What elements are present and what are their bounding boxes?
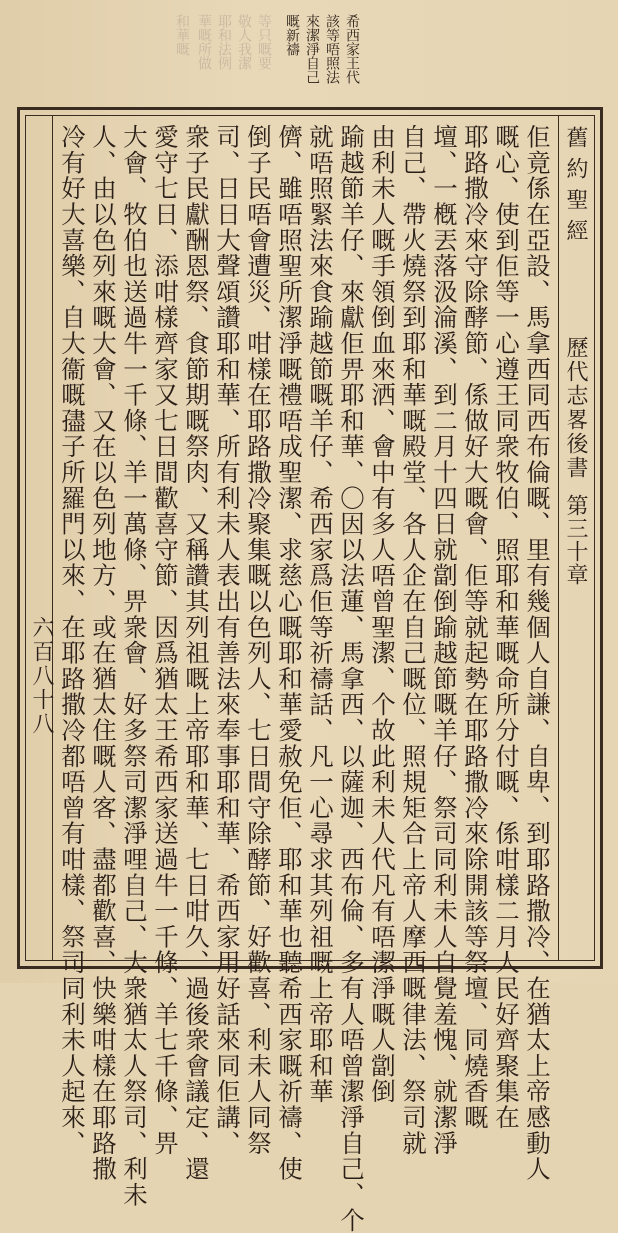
text-frame [17,107,603,1233]
ghost-note: 等只嘅要 [256,14,272,70]
text-frame-inner [25,115,595,1233]
top-note: 希西家王代 [344,14,360,84]
chapter-label: 第三十章 [563,494,588,586]
text-column: 衆子民獻酬恩祭、食節期嘅祭肉、又稱讚其列祖嘅上帝耶和華、七日咁久、過後衆會議定、還 [182,124,211,1182]
running-header [562,126,592,966]
top-note: 來潔淨自己 [304,14,320,84]
text-column: 儕、雖唔照聖所潔淨嘅禮唔成聖潔、求慈心嘅耶和華愛赦免佢、耶和華也聽希西家嘅祈禱、使 [275,124,304,1182]
text-column: 自己、帶火燒祭到耶和華嘅殿堂、各人企在自己嘅位、照規矩合上帝人摩西嘅律法、祭司就 [399,124,428,1156]
text-column: 由利未人嘅手領倒血來洒、會中有多人唔曾聖潔、个故此利未人代凡有唔潔淨嘅人劏倒 [368,124,397,1105]
text-column: 司、日日大聲頌讚耶和華、所有利未人表出有善法來奉事耶和華、希西家用好話來同佢講、 [213,124,242,1156]
text-column: 嘅心、使到佢等一心遵王同衆牧伯、照耶和華嘅命所分付嘅、係咁樣二月人民好齊聚集在 [492,124,521,1131]
ghost-note: 敬人我潔 [236,14,252,70]
top-note: 該等唔照法 [324,14,340,84]
top-notes [175,14,375,114]
text-column: 耶路撒冷來守除酵節、係做好大嘅會、佢等就起勢在耶路撒冷來除開該等祭壇、同燒香嘅 [461,124,490,1131]
text-column: 踰越節羊仔、來獻佢畀耶和華、〇因以法蓮、馬拿西、以薩迦、西布倫、多有人唔曾潔淨自己、个 [337,124,366,1233]
text-column: 就唔照緊法來食踰越節嘅羊仔、希西家爲佢等祈禱話、凡一心尋求其列祖嘅上帝耶和華 [306,124,335,1105]
text-column: 愛守七日、添咁樣齊家又七日間歡喜守節、因爲猶太王希西家送過牛一千條、羊七千條、畀 [151,124,180,1156]
text-column: 佢竟係在亞設、馬拿西同西布倫嘅、里有幾個人自謙、自卑、到耶路撒冷、在猶太上帝感動人 [523,124,552,1182]
column-rule [52,116,53,960]
book-title: 舊約聖經 [563,126,588,250]
text-column: 冷有好大喜樂、自大衞嘅孻子所羅門以來、在耶路撒冷都唔曾有咁樣、祭司同利未人起來、 [58,124,87,1156]
column-rule [558,116,559,960]
top-note: 嘅新禱 [284,14,300,56]
ghost-note: 耶和法例 [216,14,232,70]
text-column: 倒子民唔會遭災、咁樣在耶路撒冷聚集嘅以色列人、七日間守除酵節、好歡喜、利未人同祭 [244,124,273,1156]
page-number: 六百八十八 [29,616,54,736]
text-column: 人、由以色列來嘅大會、又在以色列地方、或在猶太住嘅人客、盡都歡喜、快樂咁樣在耶路撒 [89,124,118,1182]
book-name: 歷代志畧後書 [563,336,588,480]
text-column: 大會、牧伯也送過牛一千條、羊一萬條、畀衆會、好多祭司潔淨哩自己、大衆猶太人祭司、利未 [120,124,149,1208]
ghost-note: 華嘅所做 [196,14,212,70]
ghost-note: 和華嘅 [174,14,190,56]
text-column: 壇、一槪丟落汲淪溪、到二月十四日就劏倒踰越節嘅羊仔、祭司同利未人自覺羞愧、就潔淨 [430,124,459,1156]
